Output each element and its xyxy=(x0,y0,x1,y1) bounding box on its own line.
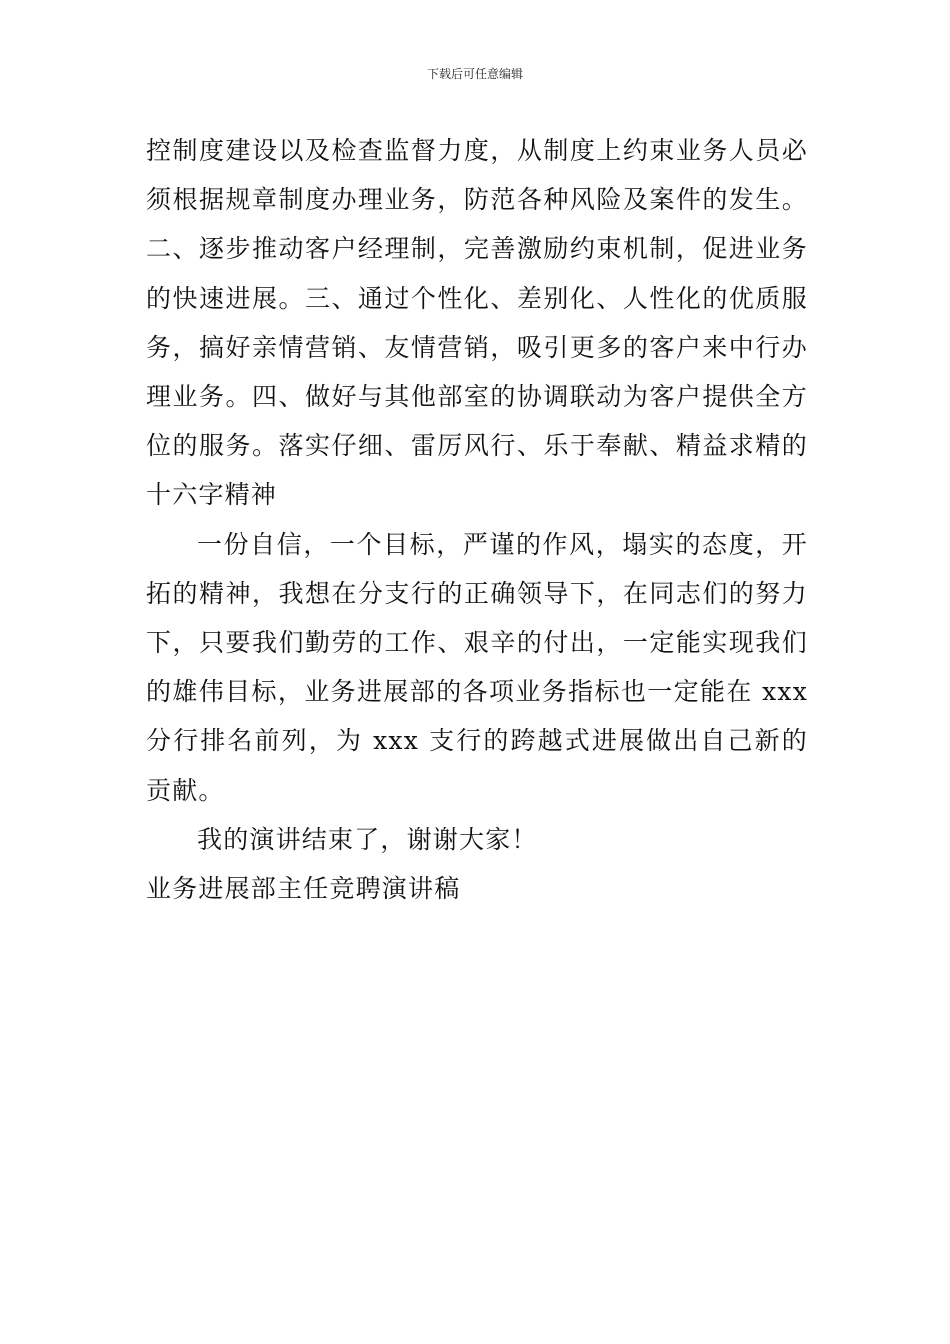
paragraph-closing-remark: 我的演讲结束了，谢谢大家！ xyxy=(197,824,538,854)
document-body xyxy=(146,126,808,913)
paragraph-confidence: 一份自信，一个目标，严谨的作风，塌实的态度，开拓的精神，我想在分支行的正确领导下，在同志们的努力下，只要我们勤劳的工作、艰辛的付出，一定能实现我们的雄伟目标，业务进展部的各项业务指标也一定能在 xxx 分行排名前列，为 xxx 支行的跨越式进展做出自己新的贡献。 xyxy=(146,529,808,805)
paragraph-measures: 控制度建设以及检查监督力度，从制度上约束业务人员必须根据规章制度办理业务，防范各种风险及案件的发生。二、逐步推动客户经理制，完善激励约束机制，促进业务的快速进展。三、通过个性化、差别化、人性化的优质服务，搞好亲情营销、友情营销，吸引更多的客户来中行办理业务。四、做好与其他部室的协调联动为客户提供全方位的服务。落实仔细、雷厉风行、乐于奉献、精益求精的十六字精神 xyxy=(146,136,808,510)
document-title-footer: 业务进展部主任竞聘演讲稿 xyxy=(146,874,461,904)
page-header-note: 下载后可任意编辑 xyxy=(426,67,523,81)
